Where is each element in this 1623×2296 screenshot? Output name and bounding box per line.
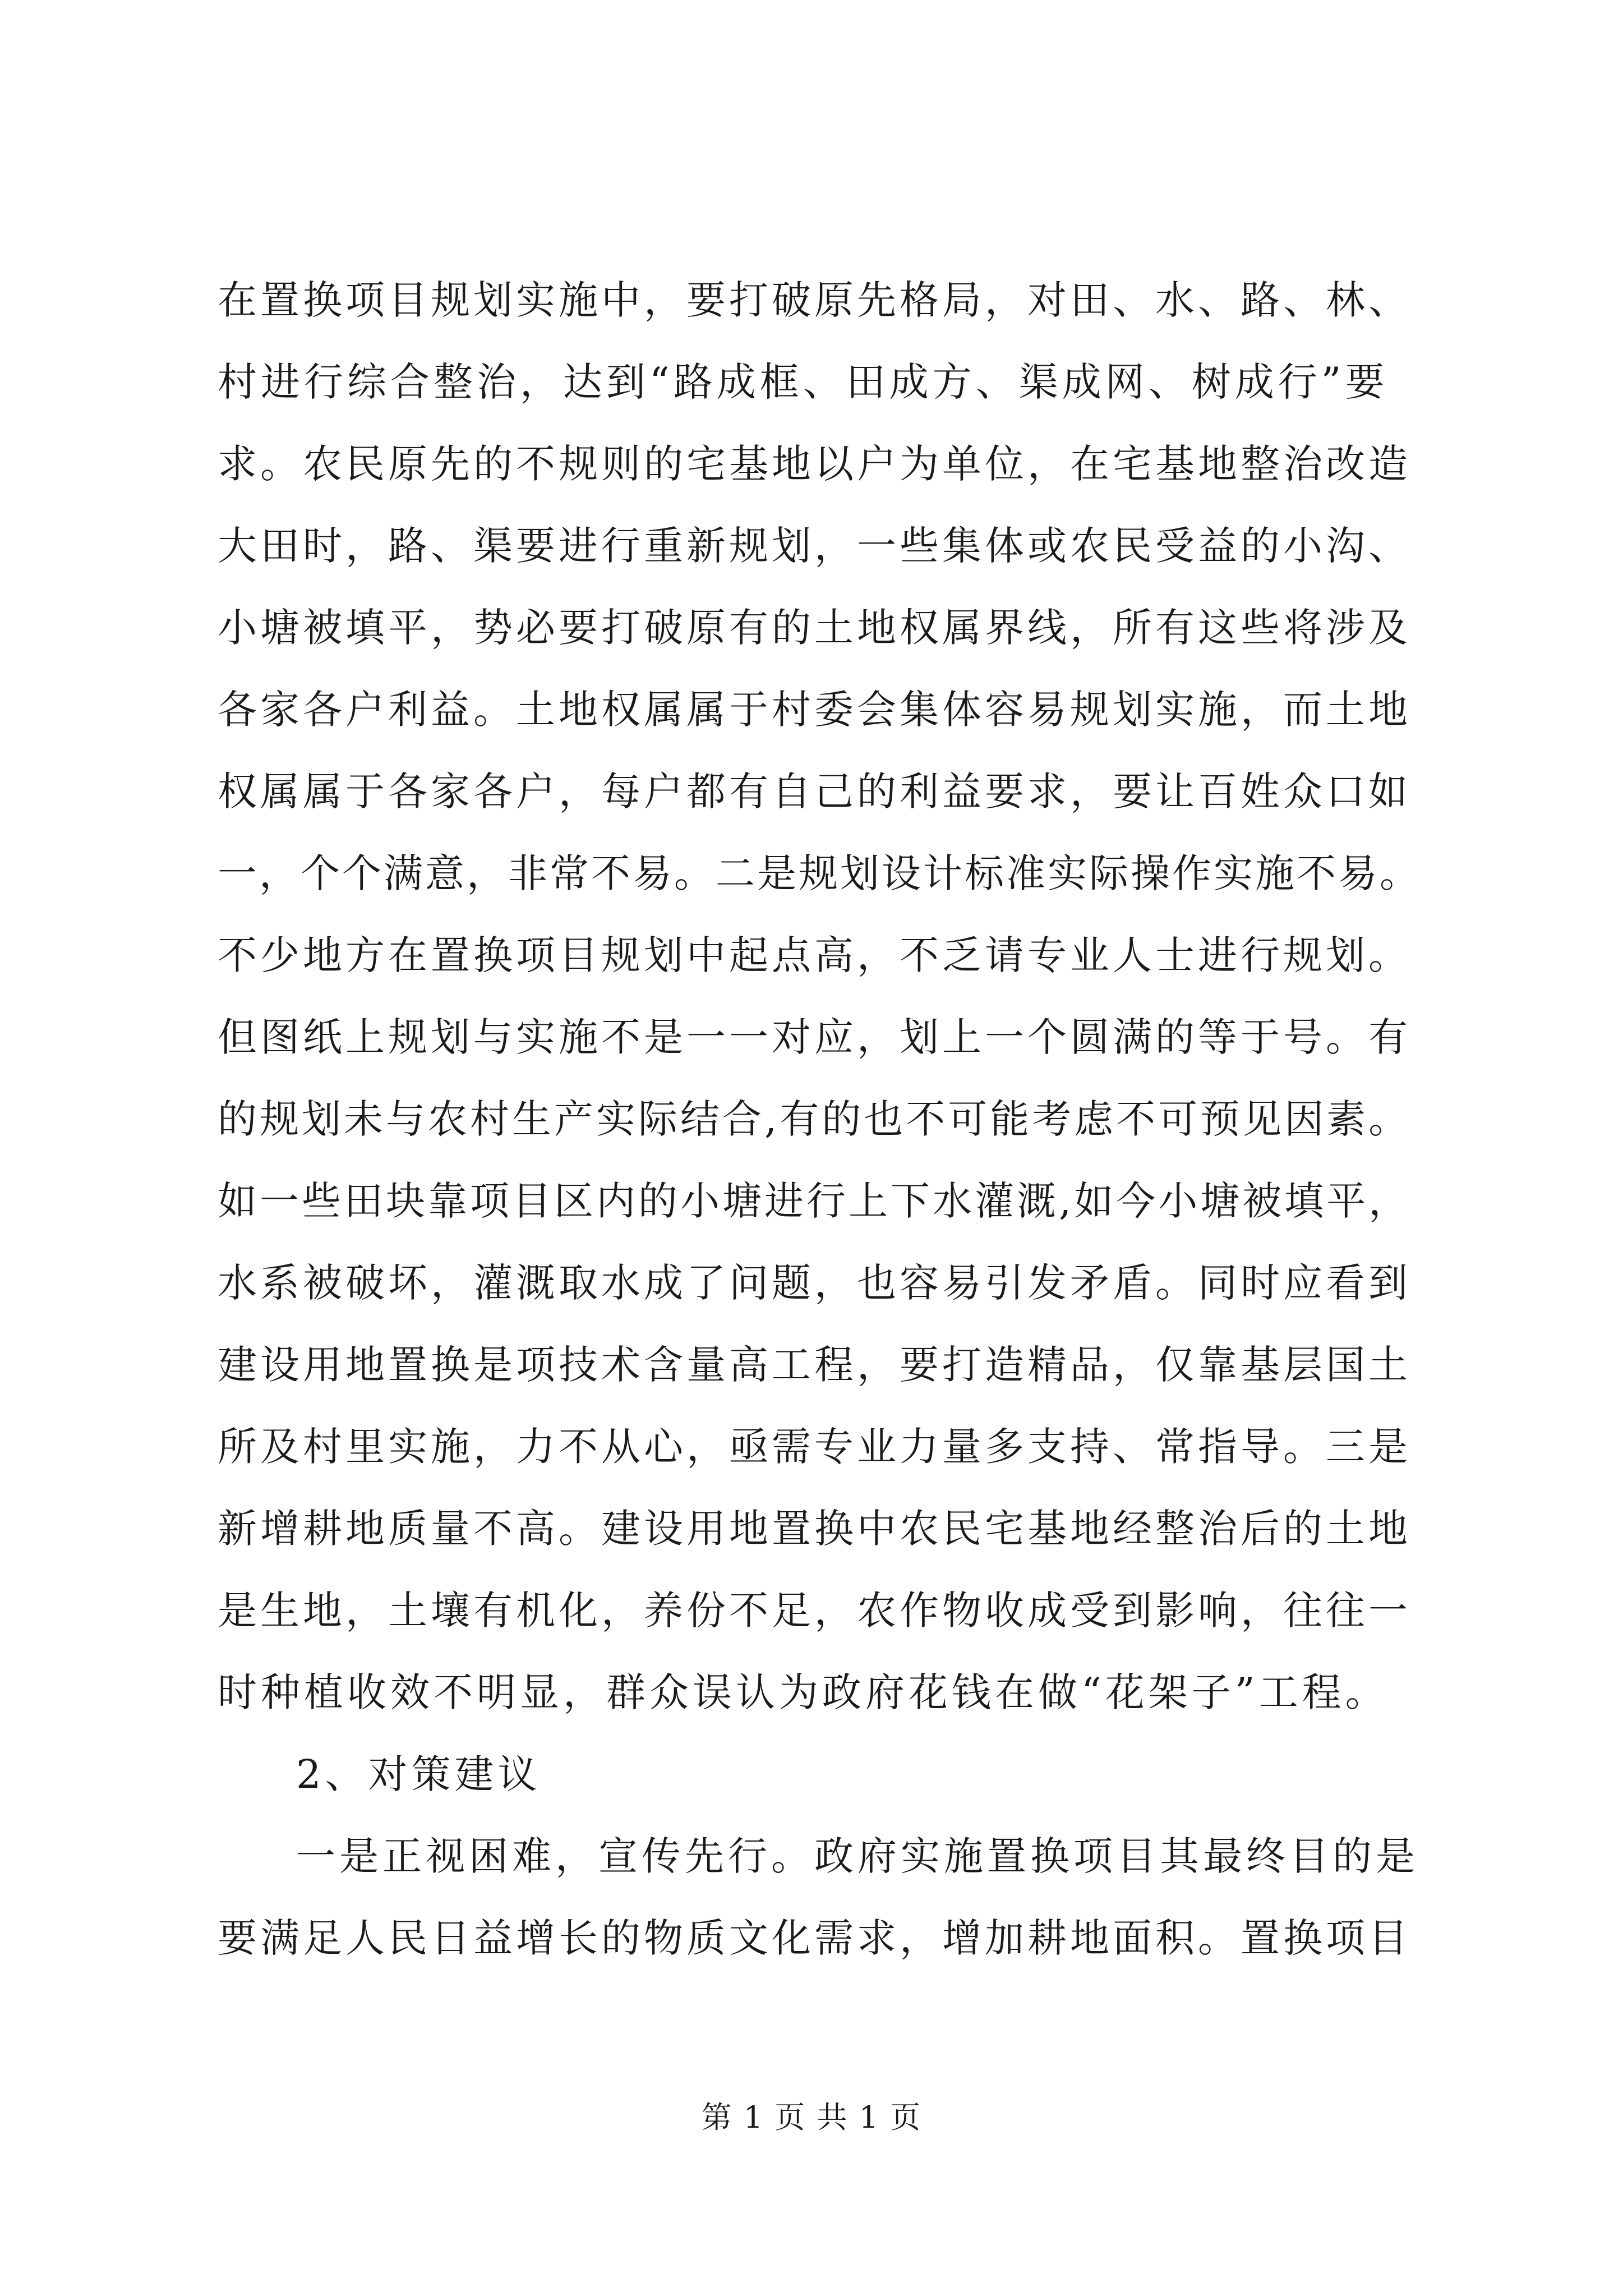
text-line: 时种植收效不明显，群众误认为政府花钱在做“花架子”工程。 (218, 1669, 1389, 1715)
text-line: 要满足人民日益增长的物质文化需求，增加耕地面积。置换项目 (218, 1915, 1411, 1961)
text-line: 水系被破坏，灌溉取水成了问题，也容易引发矛盾。同时应看到 (218, 1260, 1411, 1306)
text-line: 的规划未与农村生产实际结合,有的也不可能考虑不可预见因素。 (218, 1096, 1411, 1142)
text-line: 村进行综合整治，达到“路成框、田成方、渠成网、树成行”要 (218, 359, 1389, 405)
text-line: 不少地方在置换项目规划中起点高，不乏请专业人士进行规划。 (218, 932, 1411, 978)
text-line: 所及村里实施，力不从心，亟需专业力量多支持、常指导。三是 (218, 1424, 1411, 1470)
text-line: 一，个个满意，非常不易。二是规划设计标准实际操作实施不易。 (218, 850, 1421, 896)
body-text (218, 259, 1423, 1979)
text-line: 小塘被填平，势必要打破原有的土地权属界线，所有这些将涉及 (218, 605, 1411, 651)
text-line: 求。农民原先的不规则的宅基地以户为单位，在宅基地整治改造 (218, 441, 1411, 487)
section-heading: 2、对策建议 (296, 1751, 541, 1797)
text-line: 权属属于各家各户，每户都有自己的利益要求，要让百姓众口如 (218, 769, 1411, 815)
text-line: 一是正视困难，宣传先行。政府实施置换项目其最终目的是 (296, 1833, 1419, 1879)
text-line: 大田时，路、渠要进行重新规划，一些集体或农民受益的小沟、 (218, 523, 1411, 569)
text-line: 新增耕地质量不高。建设用地置换中农民宅基地经整治后的土地 (218, 1506, 1411, 1552)
text-line: 各家各户利益。土地权属属于村委会集体容易规划实施，而土地 (218, 687, 1411, 733)
text-line: 是生地，土壤有机化，养份不足，农作物收成受到影响，往往一 (218, 1588, 1411, 1634)
text-line: 如一些田块靠项目区内的小塘进行上下水灌溉,如今小塘被填平， (218, 1178, 1411, 1224)
text-line: 建设用地置换是项技术含量高工程，要打造精品，仅靠基层国土 (218, 1342, 1411, 1388)
page-footer: 第 1 页 共 1 页 (701, 2100, 922, 2135)
text-line: 但图纸上规划与实施不是一一对应，划上一个圆满的等于号。有 (218, 1014, 1411, 1060)
text-line: 在置换项目规划实施中，要打破原先格局，对田、水、路、林、 (218, 277, 1411, 323)
